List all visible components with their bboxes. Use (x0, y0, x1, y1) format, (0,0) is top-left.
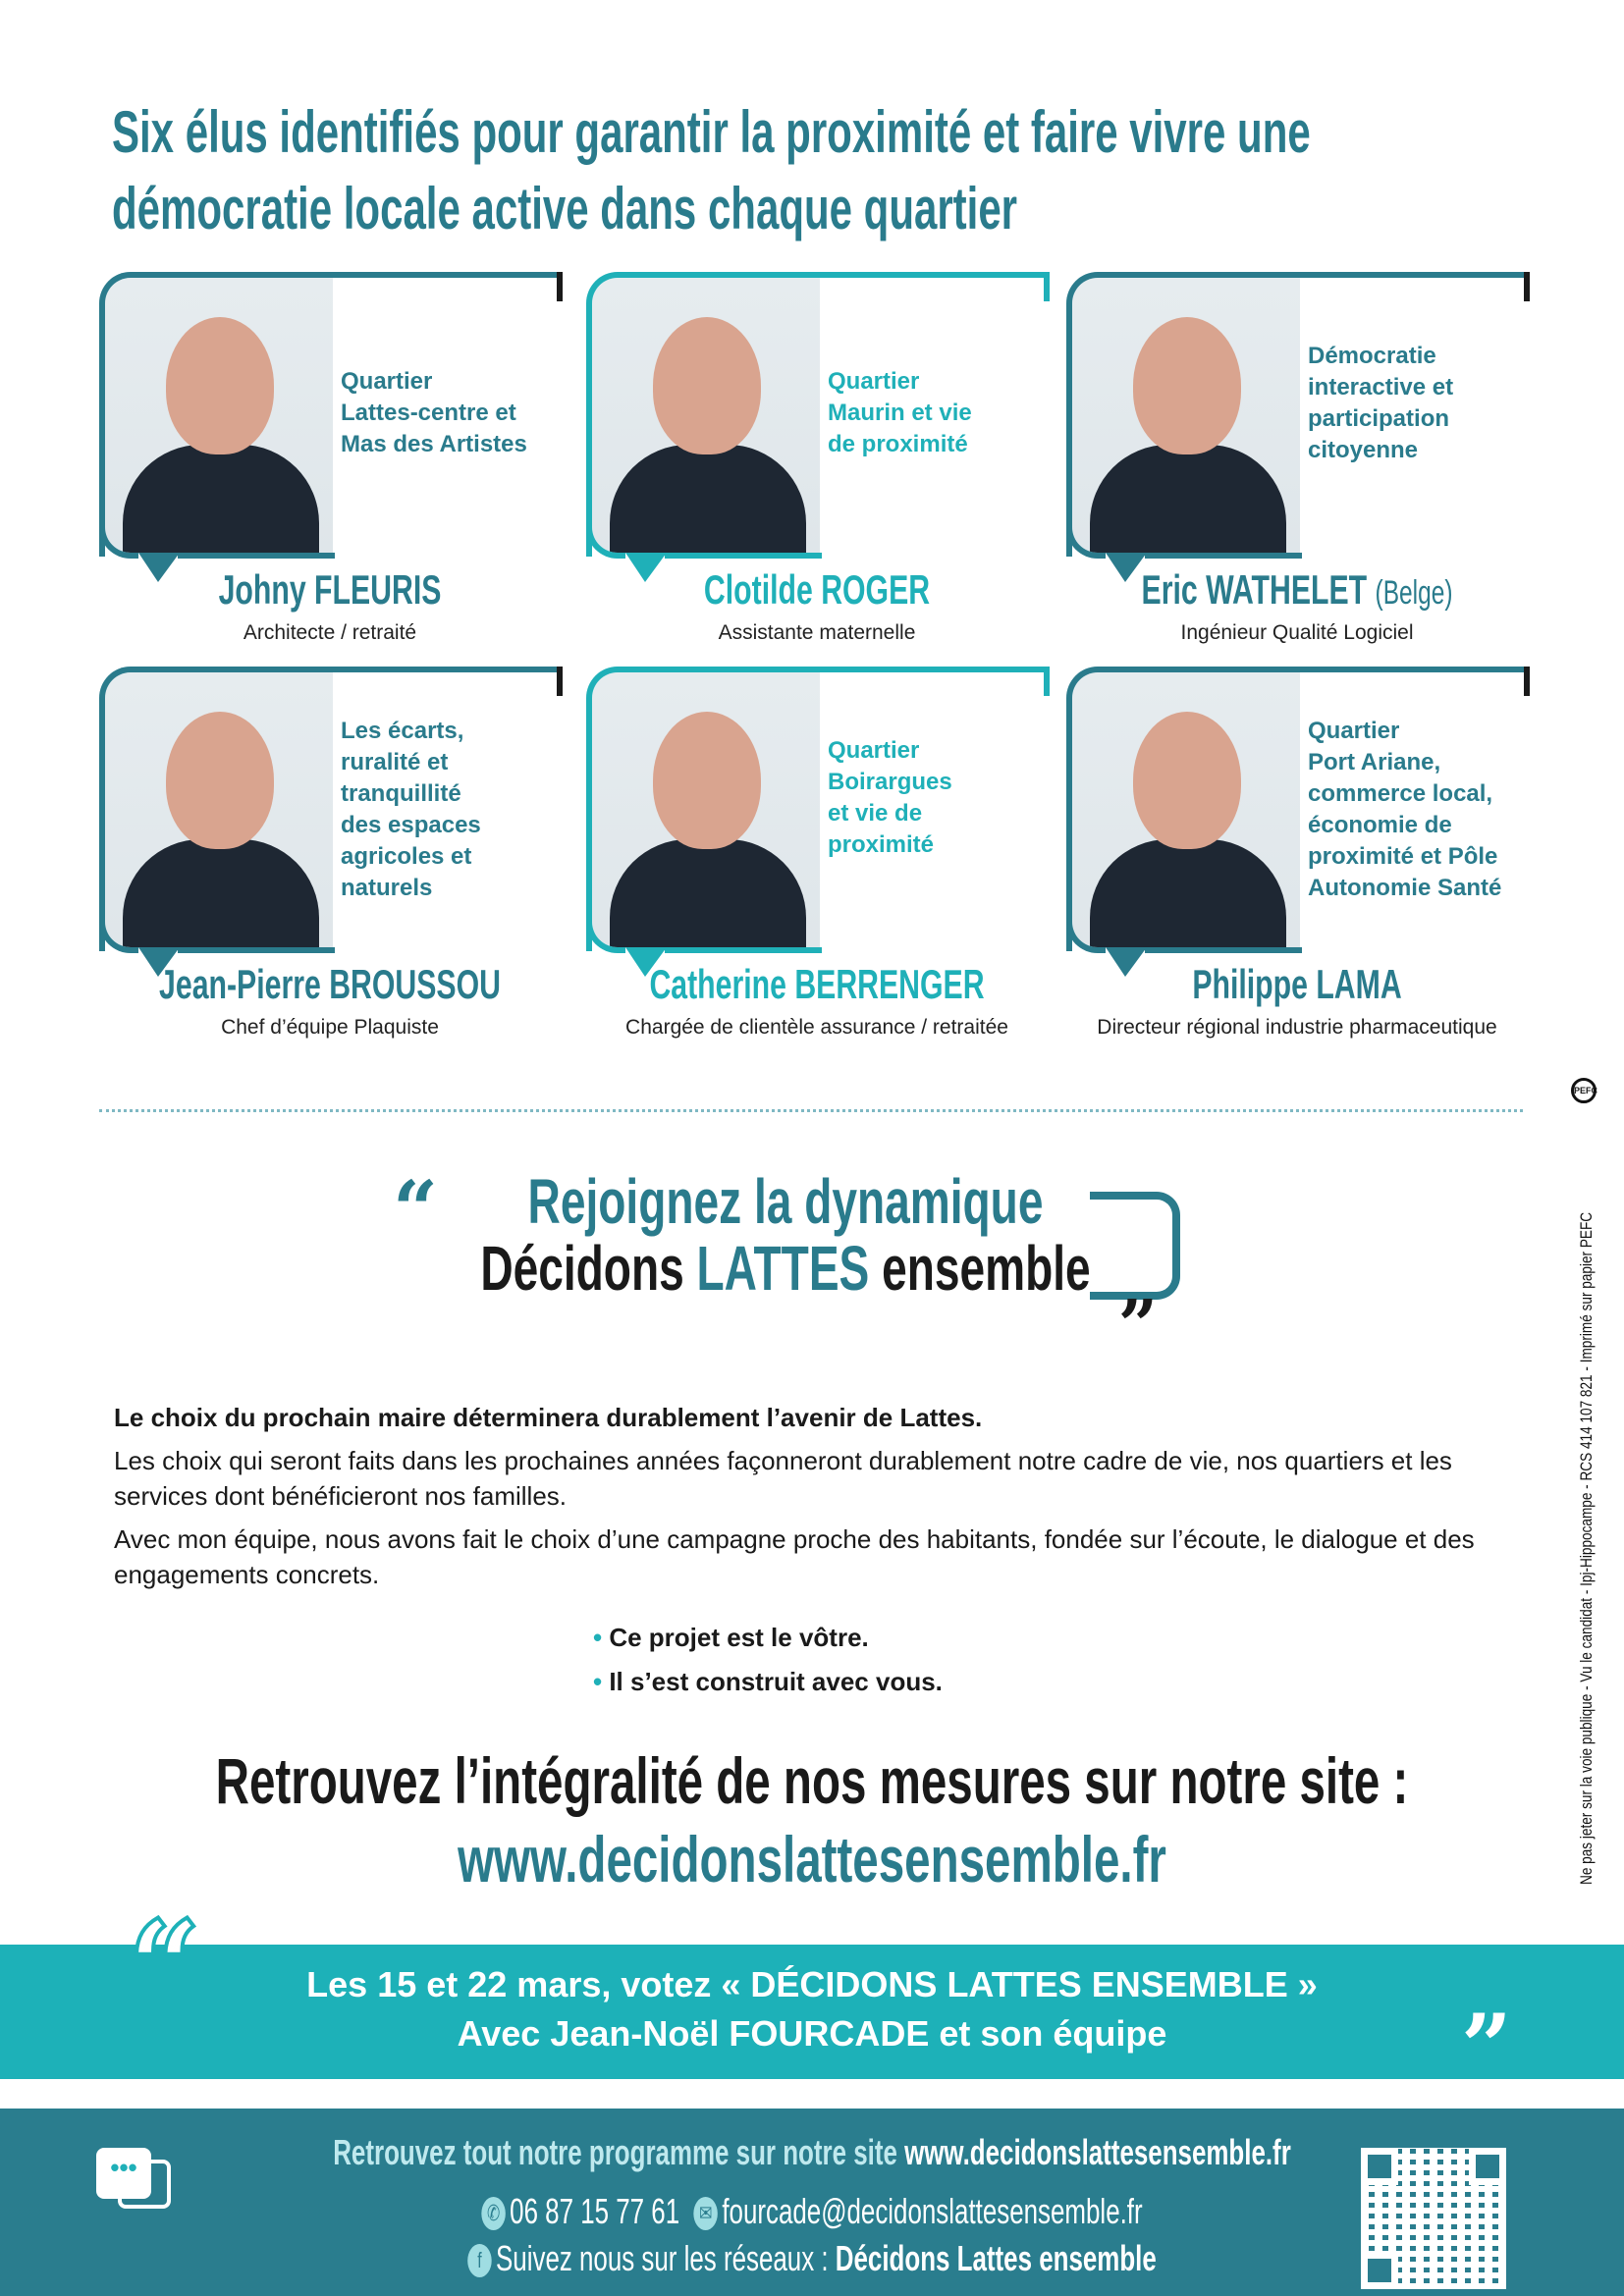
role-line: interactive et (1308, 374, 1454, 400)
elu-card (99, 272, 561, 644)
elu-name (99, 961, 561, 1008)
phone-number[interactable]: 06 87 15 77 61 (510, 2191, 680, 2231)
quote-heading (393, 1168, 1178, 1302)
facebook-icon: f (467, 2244, 491, 2277)
role-line: agricoles et (341, 843, 472, 870)
social-text: Suivez nous sur les réseaux : (496, 2238, 836, 2278)
name-text: Catherine BERRENGER (649, 961, 985, 1007)
bubble-frame (1066, 331, 1106, 559)
elu-role (828, 366, 1044, 460)
elu-card (586, 272, 1048, 644)
website-link[interactable]: www.decidonslattesensemble.fr (458, 1823, 1166, 1896)
role-line: Les écarts, (341, 718, 464, 744)
bullet-list (593, 1616, 943, 1704)
quote-text: Décidons (480, 1233, 697, 1304)
bubble-frame (99, 331, 138, 559)
elu-job: Chef d’équipe Plaquiste (221, 1016, 439, 1039)
cta-url[interactable] (0, 1822, 1624, 1896)
elu-job: Directeur régional industrie pharmaceutique (1097, 1016, 1497, 1039)
chat-icon: ••• (96, 2148, 151, 2199)
elu-name (586, 566, 1048, 614)
role-line: Démocratie (1308, 343, 1436, 369)
role-line: Mas des Artistes (341, 431, 527, 457)
name-text: Jean-Pierre BROUSSOU (159, 961, 501, 1007)
elu-card (1066, 667, 1528, 1039)
elu-role (341, 366, 557, 460)
role-line: Quartier (341, 368, 433, 395)
page-title (112, 94, 1624, 247)
elu-card (99, 667, 561, 1039)
elu-name (586, 961, 1048, 1008)
role-line: commerce local, (1308, 780, 1493, 807)
email-icon: ✉ (694, 2197, 718, 2230)
role-line: et vie de (828, 800, 923, 827)
bullet-item: • Il s’est construit avec vous. (593, 1667, 943, 1696)
role-line: ruralité et (341, 749, 449, 775)
bubble-frame (665, 947, 822, 953)
elu-job: Assistante maternelle (718, 621, 916, 644)
bubble-frame (1145, 553, 1302, 559)
open-quote-mark: “ (393, 1163, 439, 1255)
role-line: proximité et Pôle (1308, 843, 1498, 870)
quote-text: ensemble (869, 1233, 1091, 1304)
elu-job: Architecte / retraité (243, 621, 417, 644)
cta-text: Retrouvez l’intégralité de nos mesures sur notre site : (215, 1744, 1409, 1817)
bubble-frame (1066, 725, 1106, 953)
bubble-frame (586, 331, 625, 559)
elu-name (1066, 961, 1528, 1008)
legal-text: Ne pas jeter sur la voie publique - Vu le candidat - Ipj-Hippocampe - RCS 414 107 821 - Imprimé sur papier PEFC (1577, 1211, 1596, 1885)
name-text: Clotilde ROGER (703, 566, 931, 613)
paragraph-2: Avec mon équipe, nous avons fait le choix d’une campagne proche des habitants, fondée sur l’écoute, le dialogue et des engagements concrets. (114, 1524, 1475, 1589)
lead-sentence: Le choix du prochain maire déterminera durablement l’avenir de Lattes. (114, 1403, 983, 1432)
name-suffix: (Belge) (1375, 574, 1453, 612)
role-line: Quartier (1308, 718, 1400, 744)
band-open-quote-icon: “ (128, 1893, 201, 2043)
role-line: Port Ariane, (1308, 749, 1441, 775)
pefc-logo: PEFC (1571, 1078, 1597, 1103)
elu-role (341, 716, 557, 904)
bubble-frame (99, 725, 138, 953)
bullet-item: • Ce projet est le vôtre. (593, 1623, 869, 1652)
elu-role (1308, 716, 1524, 904)
role-line: Quartier (828, 368, 920, 395)
role-line: participation (1308, 405, 1450, 432)
bubble-frame (178, 947, 335, 953)
role-line: Autonomie Santé (1308, 875, 1502, 901)
elu-card (1066, 272, 1528, 644)
name-text: Johny FLEURIS (218, 566, 442, 613)
role-line: économie de (1308, 812, 1452, 838)
role-line: des espaces (341, 812, 481, 838)
bullet-text: Il s’est construit avec vous. (609, 1667, 943, 1696)
band-close-quote-icon: ” (1461, 1995, 1512, 2099)
vote-line-2: Avec Jean-Noël FOURCADE et son équipe (457, 2013, 1167, 2054)
bubble-frame (178, 553, 335, 559)
name-text: Eric WATHELET (1141, 566, 1368, 613)
footer (0, 2109, 1624, 2296)
role-line: de proximité (828, 431, 968, 457)
elu-card (586, 667, 1048, 1039)
role-line: proximité (828, 831, 935, 858)
quote-line-1: Rejoignez la dynamique (527, 1166, 1044, 1237)
dotted-divider (99, 1109, 1523, 1112)
close-quote-mark: „ (1119, 1245, 1160, 1326)
legal-mention (1577, 1044, 1597, 1885)
bubble-frame (586, 725, 625, 953)
bullet-text: Ce projet est le vôtre. (609, 1623, 869, 1652)
footer-website-link[interactable]: www.decidonslattesensemble.fr (904, 2132, 1291, 2172)
role-line: Boirargues (828, 769, 952, 795)
paragraph-1: Les choix qui seront faits dans les prochaines années façonneront durablement notre cadre de vie, nos quartiers et les services dont bénéficieront nos familles. (114, 1446, 1452, 1511)
bubble-frame (665, 553, 822, 559)
title-line-1: Six élus identifiés pour garantir la proximité et faire vivre une (112, 99, 1311, 165)
title-line-2: démocratie locale active dans chaque quartier (112, 176, 1018, 241)
role-line: citoyenne (1308, 437, 1419, 463)
elu-role (1308, 341, 1524, 466)
role-line: Maurin et vie (828, 400, 972, 426)
email-link[interactable]: fourcade@decidonslattesensemble.fr (722, 2191, 1143, 2231)
vote-band (0, 1945, 1624, 2079)
role-line: naturels (341, 875, 433, 901)
quote-line-2 (480, 1235, 1090, 1302)
role-line: tranquillité (341, 780, 461, 807)
elu-job: Chargée de clientèle assurance / retraitée (625, 1016, 1008, 1039)
role-line: Quartier (828, 737, 920, 764)
name-text: Philippe LAMA (1192, 961, 1402, 1007)
cta-line (0, 1743, 1624, 1818)
vote-line-1: Les 15 et 22 mars, votez « DÉCIDONS LATTES ENSEMBLE » (306, 1964, 1318, 2004)
elu-name (1066, 566, 1528, 614)
quote-lattes: LATTES (696, 1233, 870, 1304)
facebook-page-link[interactable]: Décidons Lattes ensemble (835, 2238, 1157, 2278)
phone-icon: ✆ (481, 2197, 505, 2230)
qr-code[interactable] (1361, 2148, 1506, 2289)
bubble-frame (1145, 947, 1302, 953)
elu-role (828, 735, 1044, 861)
elu-name (99, 566, 561, 614)
elu-job: Ingénieur Qualité Logiciel (1180, 621, 1414, 644)
program-text: Retrouvez tout notre programme sur notre site (333, 2132, 905, 2172)
role-line: Lattes-centre et (341, 400, 516, 426)
body-text (114, 1400, 1528, 1600)
